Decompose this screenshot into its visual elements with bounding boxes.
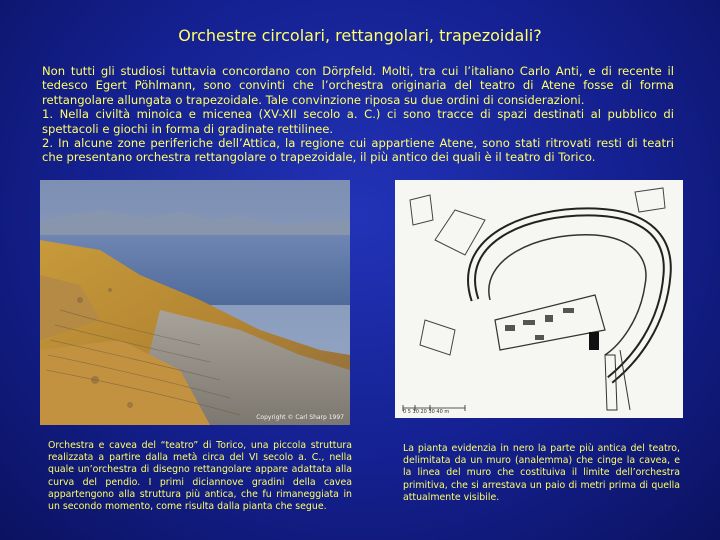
- slide-title: Orchestre circolari, rettangolari, trapezoidali?: [178, 26, 542, 45]
- theatre-plan-drawing: [395, 180, 683, 418]
- body-text: [42, 64, 674, 165]
- photo-credit: Copyright © Carl Sharp 1997: [256, 414, 344, 421]
- point-one-paragraph: 1. Nella civiltà minoica e micenea (XV-XII secolo a. C.) ci sono tracce di spazi destinati al pubblico di spettacoli e giochi in forma di gradinate rettilinee.: [42, 107, 674, 136]
- photo-caption: Orchestra e cavea del “teatro” di Torico, una piccola struttura realizzata a partire dalla metà circa del VI secolo a. C., nella quale un’orchestra di disegno rettangolare appare adattata alla curva del pendio. I primi diciannove gradini della cavea appartengono alla struttura più antica, che fu rimaneggiata in un secondo momento, come risulta dalla pianta che segue.: [48, 440, 352, 513]
- plan-caption: La pianta evidenzia in nero la parte più antica del teatro, delimitata da un muro (analemma) che cinge la cavea, e la linea del muro che costituiva il limite dell’orchestra primitiva, che si arrestava un paio di metri prima di quella attualmente visibile.: [403, 443, 680, 503]
- point-two-paragraph: 2. In alcune zone periferiche dell’Attica, la regione cui appartiene Atene, sono stati ritrovati resti di teatri che presentano orchestra rettangolare o trapezoidale, il più antico dei quali è il teatro di Torico.: [42, 136, 674, 165]
- thorikos-theatre-photo: [40, 180, 350, 425]
- intro-paragraph: Non tutti gli studiosi tuttavia concordano con Dörpfeld. Molti, tra cui l’italiano Carlo Anti, e di recente il tedesco Egert Pöhlmann, sono convinti che l’orchestra originaria del teatro di Atene fosse di forma rettangolare allungata o trapezoidale. Tale convinzione riposa su due ordini di considerazioni.: [42, 64, 674, 107]
- plan-scale-label: 0 5 10 20 30 40 m: [403, 409, 450, 415]
